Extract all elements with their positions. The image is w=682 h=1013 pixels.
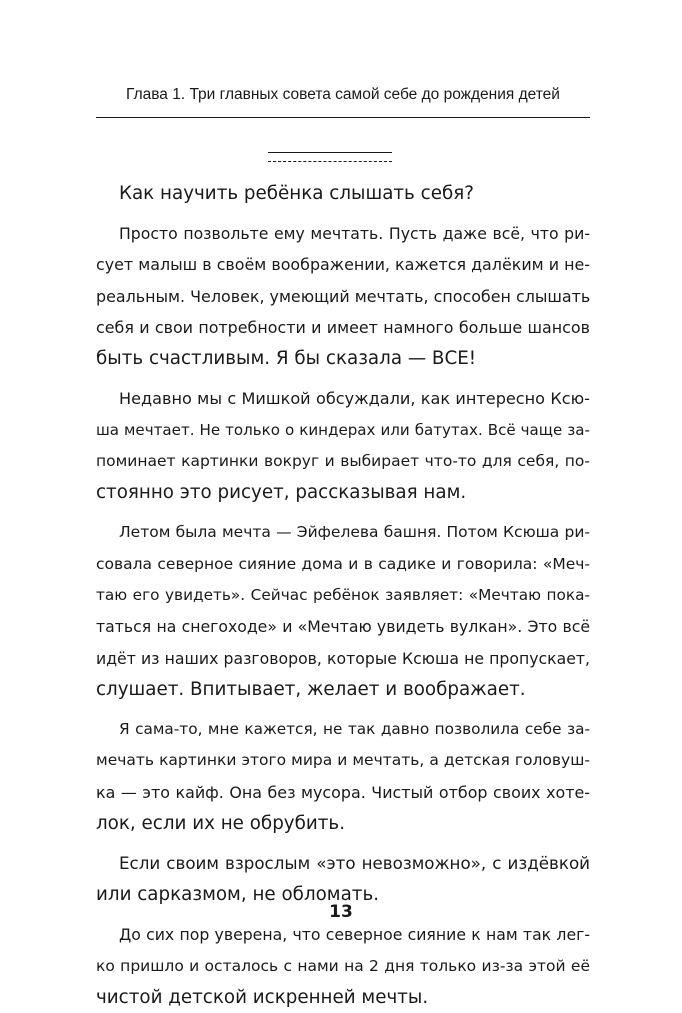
- text-line: быть счастливым. Я бы сказала — ВСЕ!: [96, 348, 477, 370]
- text-line: ка — это кайф. Она без мусора. Чистый отбор своих хоте-: [96, 782, 590, 802]
- ornament-dashed-line: [268, 161, 392, 162]
- text-line: поминает картинки вокруг и выбирает что-то для себя, по-: [96, 451, 590, 470]
- text-line: таю его увидеть». Сейчас ребёнок заявляет: «Мечтаю пока-: [96, 585, 590, 604]
- running-head: Глава 1. Три главных совета самой себе до рождения детей: [126, 86, 560, 103]
- text-line: Летом была мечта — Эйфелева башня. Потом Ксюша ри-: [119, 523, 590, 542]
- text-line: стоянно это рисует, рассказывая нам.: [96, 482, 467, 504]
- text-line: реальным. Человек, умеющий мечтать, способен слышать: [96, 286, 591, 306]
- section-ornament: [268, 152, 392, 166]
- text-line: Недавно мы с Мишкой обсуждали, как интересно Ксю-: [119, 389, 590, 409]
- text-line: чистой детской искренней мечты.: [96, 986, 429, 1008]
- text-line: Я сама-то, мне кажется, не так давно позволила себе за-: [119, 719, 590, 738]
- paragraph: [96, 919, 590, 1013]
- text-line: таться на снегоходе» и «Мечтаю увидеть вулкан». Это всё: [96, 617, 590, 637]
- text-line: идёт из наших разговоров, которые Ксюша не пропускает,: [96, 648, 590, 668]
- text-line: совала северное сияние дома и в садике и говорила: «Меч-: [96, 554, 590, 573]
- paragraph: [96, 517, 590, 705]
- text-line: ко пришло и осталось с нами на 2 дня только из-за этой её: [96, 956, 590, 975]
- text-line: себя и свои потребности и имеет намного больше шансов: [96, 317, 590, 337]
- body-text: [96, 178, 590, 1013]
- text-line: Если своим взрослым «это невозможно», с издёвкой: [119, 852, 590, 873]
- text-line: До сих пор уверена, что северное сияние к нам так лег-: [119, 925, 590, 945]
- text-line: мечать картинки этого мира и мечтать, а детская головуш-: [96, 751, 590, 770]
- text-line: Как научить ребёнка слышать себя?: [119, 183, 474, 204]
- text-line: слушает. Впитывает, желает и воображает.: [96, 678, 526, 700]
- text-line: или сарказмом, не обломать.: [96, 884, 380, 906]
- paragraph: [96, 383, 590, 508]
- text-line: ша мечтает. Не только о киндерах или батутах. Всё чаще за-: [96, 420, 590, 439]
- paragraph: [96, 178, 590, 209]
- paragraph: [96, 218, 590, 374]
- paragraph: [96, 714, 590, 839]
- page-number: 13: [329, 902, 353, 922]
- text-line: лок, если их не обрубить.: [96, 812, 346, 834]
- ornament-solid-line: [268, 152, 392, 153]
- text-line: сует малыш в своём воображении, кажется далёким и не-: [96, 255, 590, 275]
- header-rule: [96, 117, 590, 118]
- text-line: Просто позвольте ему мечтать. Пусть даже всё, что ри-: [119, 224, 590, 244]
